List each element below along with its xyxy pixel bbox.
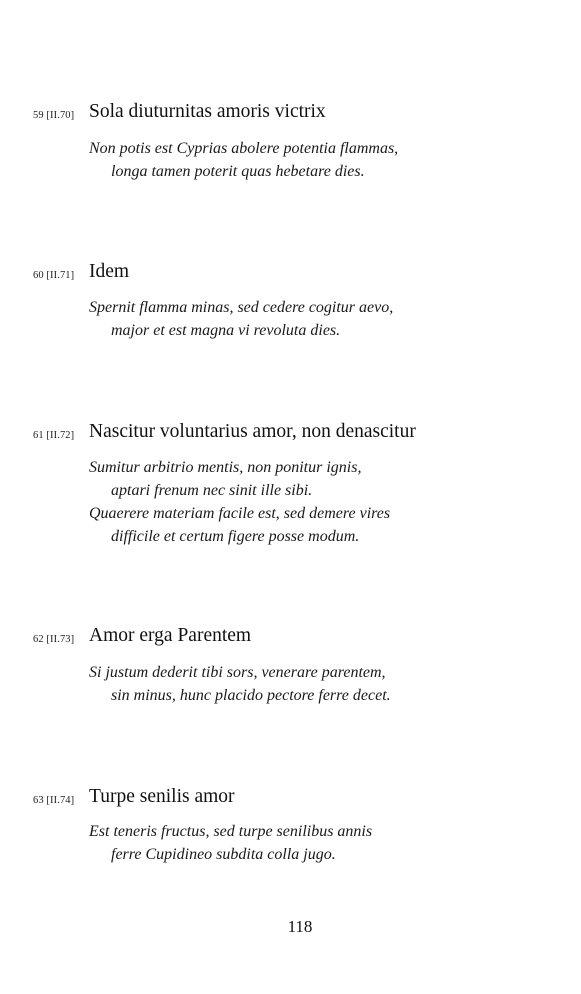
verse-line: difficile et certum figere posse modum.	[111, 528, 360, 545]
epigram-number: 63 [II.74]	[33, 795, 75, 806]
epigram-title: Idem	[89, 261, 130, 282]
epigram-title: Sola diuturnitas amoris victrix	[89, 101, 326, 122]
epigram-verse	[89, 296, 393, 342]
epigram-number: 61 [II.72]	[33, 430, 75, 441]
epigram-verse	[89, 456, 390, 548]
page-number: 118	[287, 917, 313, 936]
verse-line: Si justum dederit tibi sors, venerare parentem,	[89, 664, 386, 681]
verse-line: sin minus, hunc placido pectore ferre decet.	[111, 687, 391, 704]
verse-line: major et est magna vi revoluta dies.	[111, 322, 341, 339]
epigram-title: Turpe senilis amor	[89, 786, 235, 807]
epigram-number: 59 [II.70]	[33, 110, 75, 121]
epigram-number: 62 [II.73]	[33, 634, 75, 645]
verse-line: Est teneris fructus, sed turpe senilibus annis	[89, 823, 373, 840]
verse-line: Sumitur arbitrio mentis, non ponitur ignis,	[89, 459, 362, 476]
epigram-verse	[89, 661, 391, 707]
epigram-title: Amor erga Parentem	[89, 625, 252, 646]
epigram-title: Nascitur voluntarius amor, non denascitur	[89, 421, 416, 442]
epigram-number: 60 [II.71]	[33, 270, 75, 281]
verse-line: Non potis est Cyprias abolere potentia flammas,	[89, 140, 399, 157]
verse-line: Spernit flamma minas, sed cedere cogitur aevo,	[89, 299, 394, 316]
verse-line: aptari frenum nec sinit ille sibi.	[111, 482, 313, 499]
verse-line: ferre Cupidineo subdita colla jugo.	[111, 846, 336, 863]
verse-line: Quaerere materiam facile est, sed demere vires	[89, 505, 391, 522]
epigram-verse	[89, 820, 372, 866]
epigram-verse	[89, 137, 398, 183]
verse-line: longa tamen poterit quas hebetare dies.	[111, 163, 365, 180]
